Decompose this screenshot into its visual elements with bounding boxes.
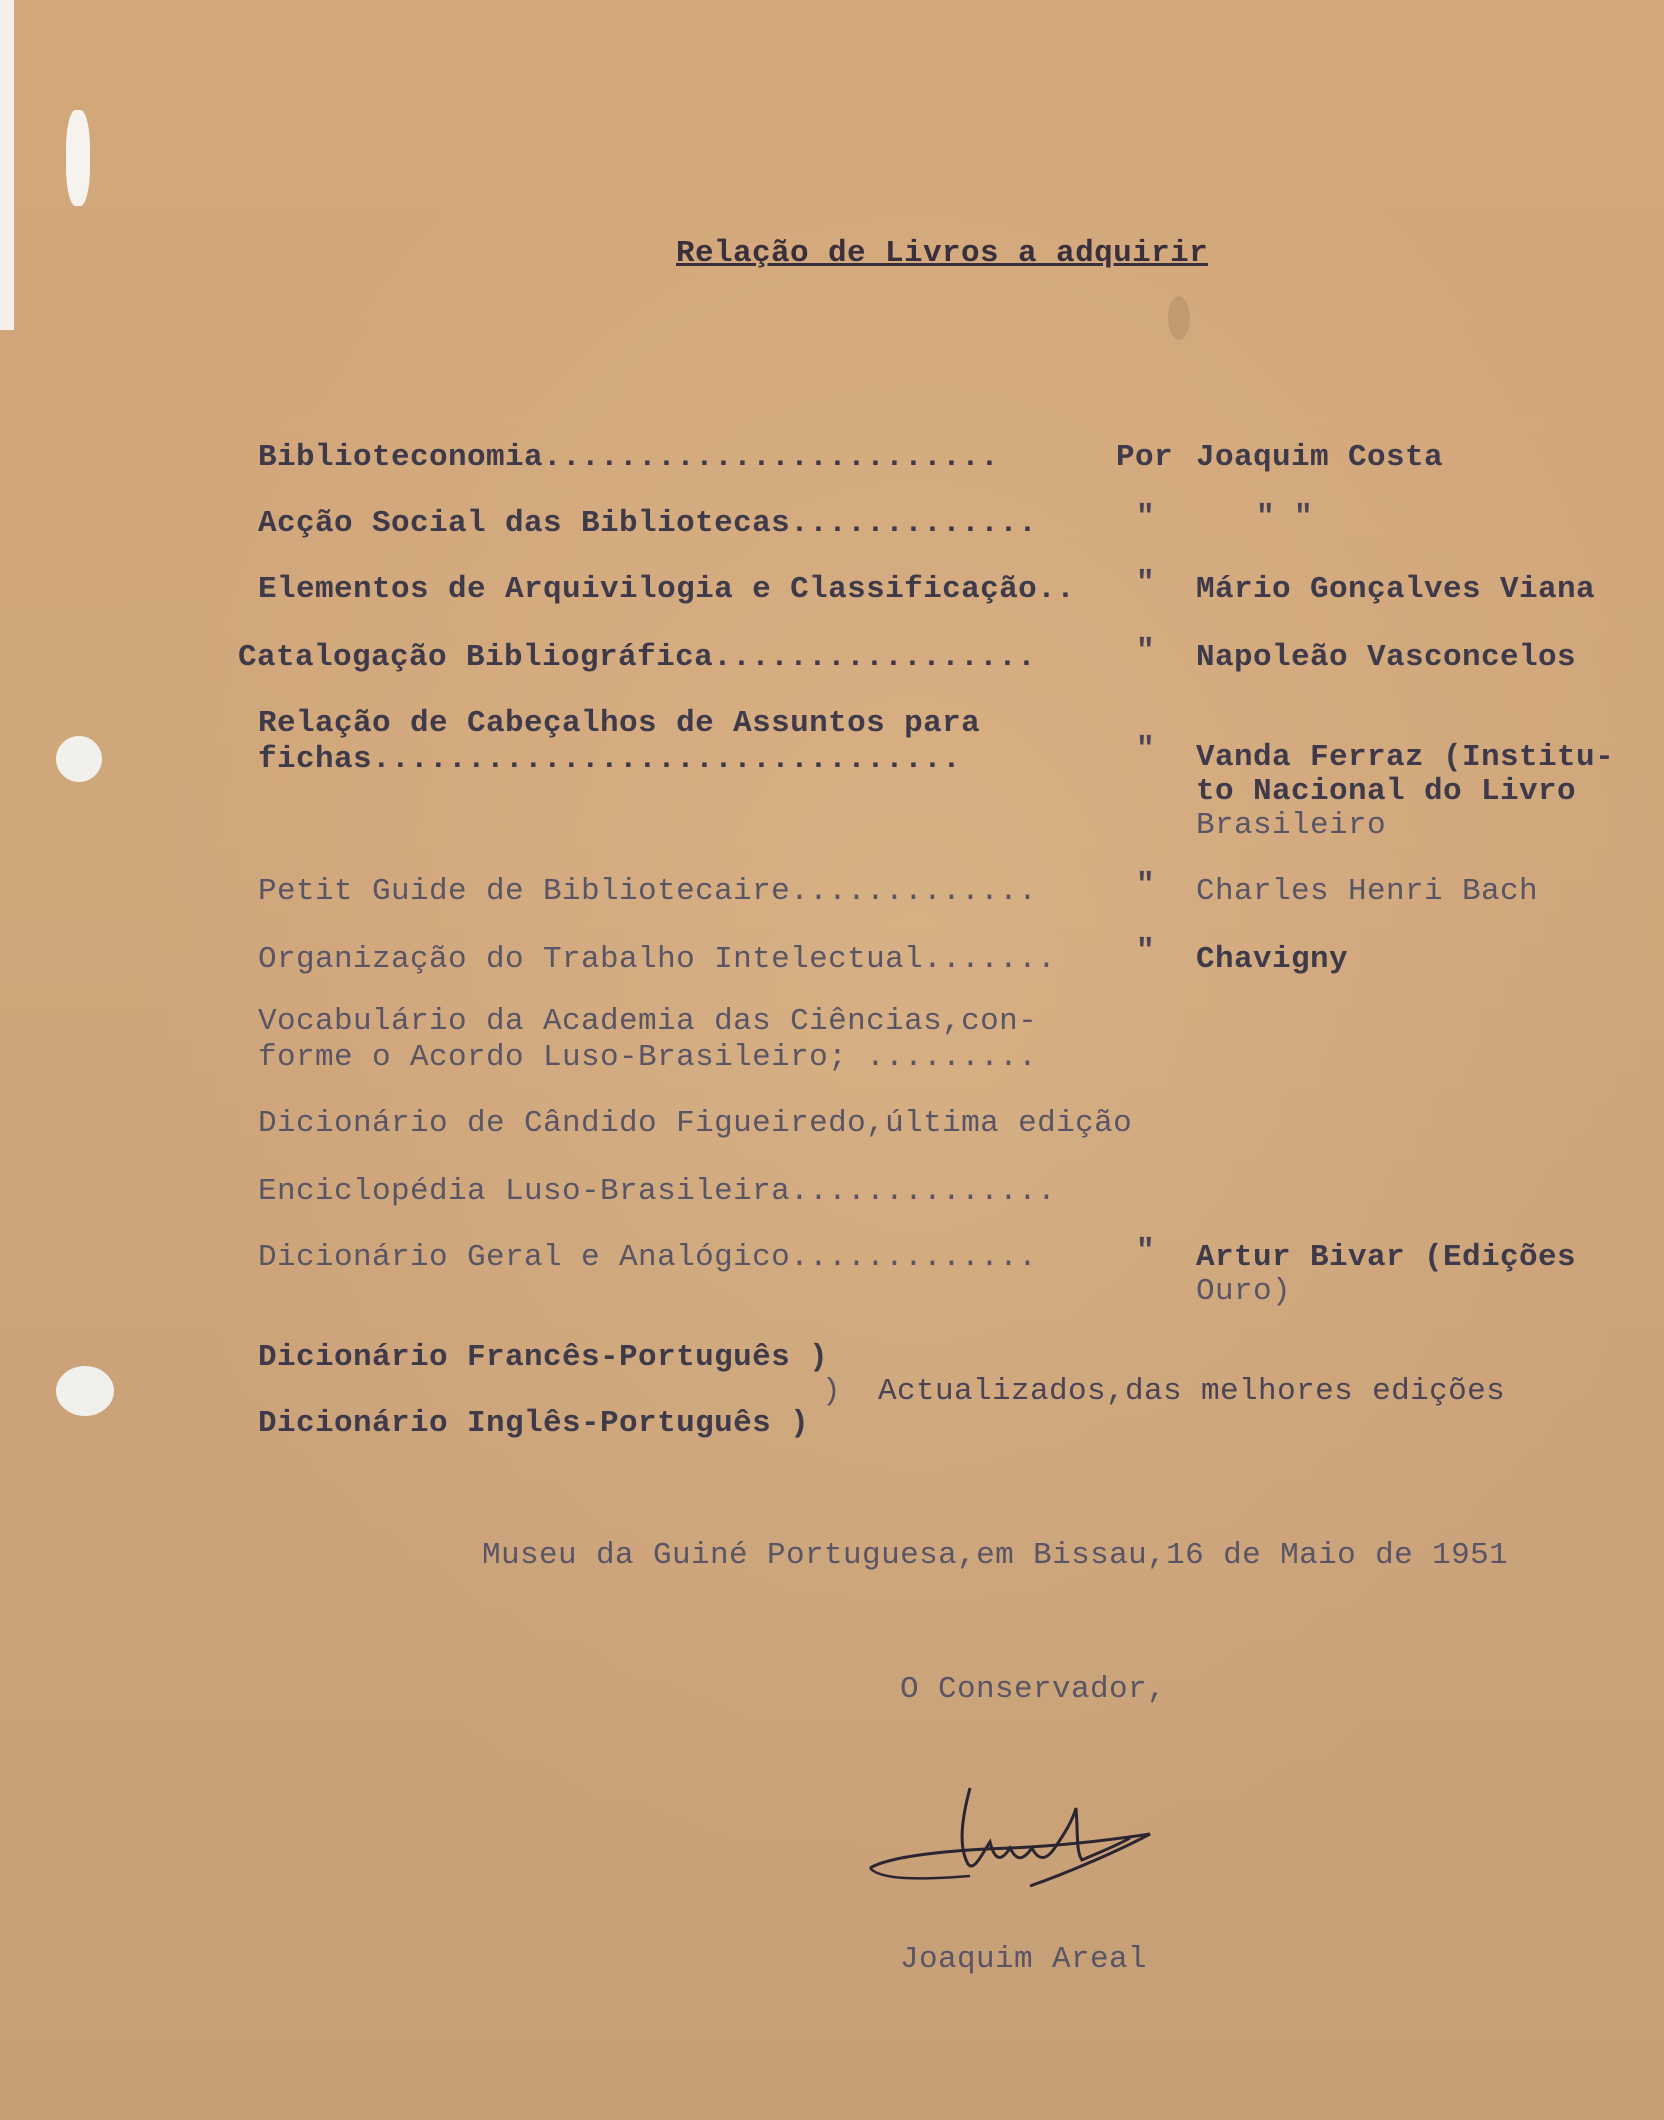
book-author-line: Ouro) xyxy=(1196,1274,1292,1309)
book-title: Dicionário Geral e Analógico............. xyxy=(258,1240,1038,1275)
torn-edge xyxy=(66,110,90,206)
book-title: Elementos de Arquivilogia e Classificação.. xyxy=(258,572,1076,607)
book-title: Acção Social das Bibliotecas............. xyxy=(258,506,1038,541)
dictionary-line: Dicionário Inglês-Português ) xyxy=(258,1406,810,1441)
dictionary-note: Actualizados,das melhores edições xyxy=(878,1374,1506,1409)
punch-hole-bottom xyxy=(56,1366,114,1416)
book-author-line: Vanda Ferraz (Institu- xyxy=(1196,740,1615,775)
book-title-line: Vocabulário da Academia das Ciências,con- xyxy=(258,1004,1038,1039)
bracket: ) xyxy=(822,1374,842,1409)
book-marker: " xyxy=(1136,566,1156,601)
document-title: Relação de Livros a adquirir xyxy=(676,236,1209,271)
closing: O Conservador, xyxy=(900,1672,1167,1707)
book-author: Mário Gonçalves Viana xyxy=(1196,572,1596,607)
book-marker: " xyxy=(1136,934,1156,969)
book-marker: Por xyxy=(1116,440,1174,475)
book-title: Dicionário de Cândido Figueiredo,última edição xyxy=(258,1106,1133,1141)
book-marker: " xyxy=(1136,634,1156,669)
book-title: Biblioteconomia........................ xyxy=(258,440,1000,475)
book-author: Charles Henri Bach xyxy=(1196,874,1539,909)
book-author-line: Brasileiro xyxy=(1196,808,1387,843)
book-author: Chavigny xyxy=(1196,942,1349,977)
book-title-line: forme o Acordo Luso-Brasileiro; ......... xyxy=(258,1040,1038,1075)
dictionary-line: Dicionário Francês-Português ) xyxy=(258,1340,829,1375)
book-marker: " xyxy=(1136,500,1156,535)
signatory-name: Joaquim Areal xyxy=(900,1942,1148,1977)
book-title-line: fichas............................... xyxy=(258,742,962,777)
book-title: Catalogação Bibliográfica................. xyxy=(238,640,1037,675)
book-marker: " xyxy=(1136,732,1156,767)
book-marker: " xyxy=(1136,1234,1156,1269)
book-title: Organização do Trabalho Intelectual....... xyxy=(258,942,1057,977)
place-date: Museu da Guiné Portuguesa,em Bissau,16 de Maio de 1951 xyxy=(482,1538,1509,1573)
punch-hole-top xyxy=(56,736,102,782)
book-title: Petit Guide de Bibliotecaire............. xyxy=(258,874,1038,909)
book-author-line: Artur Bivar (Edições xyxy=(1196,1240,1577,1275)
paper-stain xyxy=(1168,296,1190,340)
book-author: Napoleão Vasconcelos xyxy=(1196,640,1577,675)
torn-corner xyxy=(0,0,14,330)
book-author-line: to Nacional do Livro xyxy=(1196,774,1577,809)
signature xyxy=(850,1768,1200,1908)
book-title: Enciclopédia Luso-Brasileira.............. xyxy=(258,1174,1057,1209)
book-title-line: Relação de Cabeçalhos de Assuntos para xyxy=(258,706,981,741)
book-author: " " xyxy=(1256,500,1314,535)
book-marker: " xyxy=(1136,868,1156,903)
book-author: Joaquim Costa xyxy=(1196,440,1444,475)
